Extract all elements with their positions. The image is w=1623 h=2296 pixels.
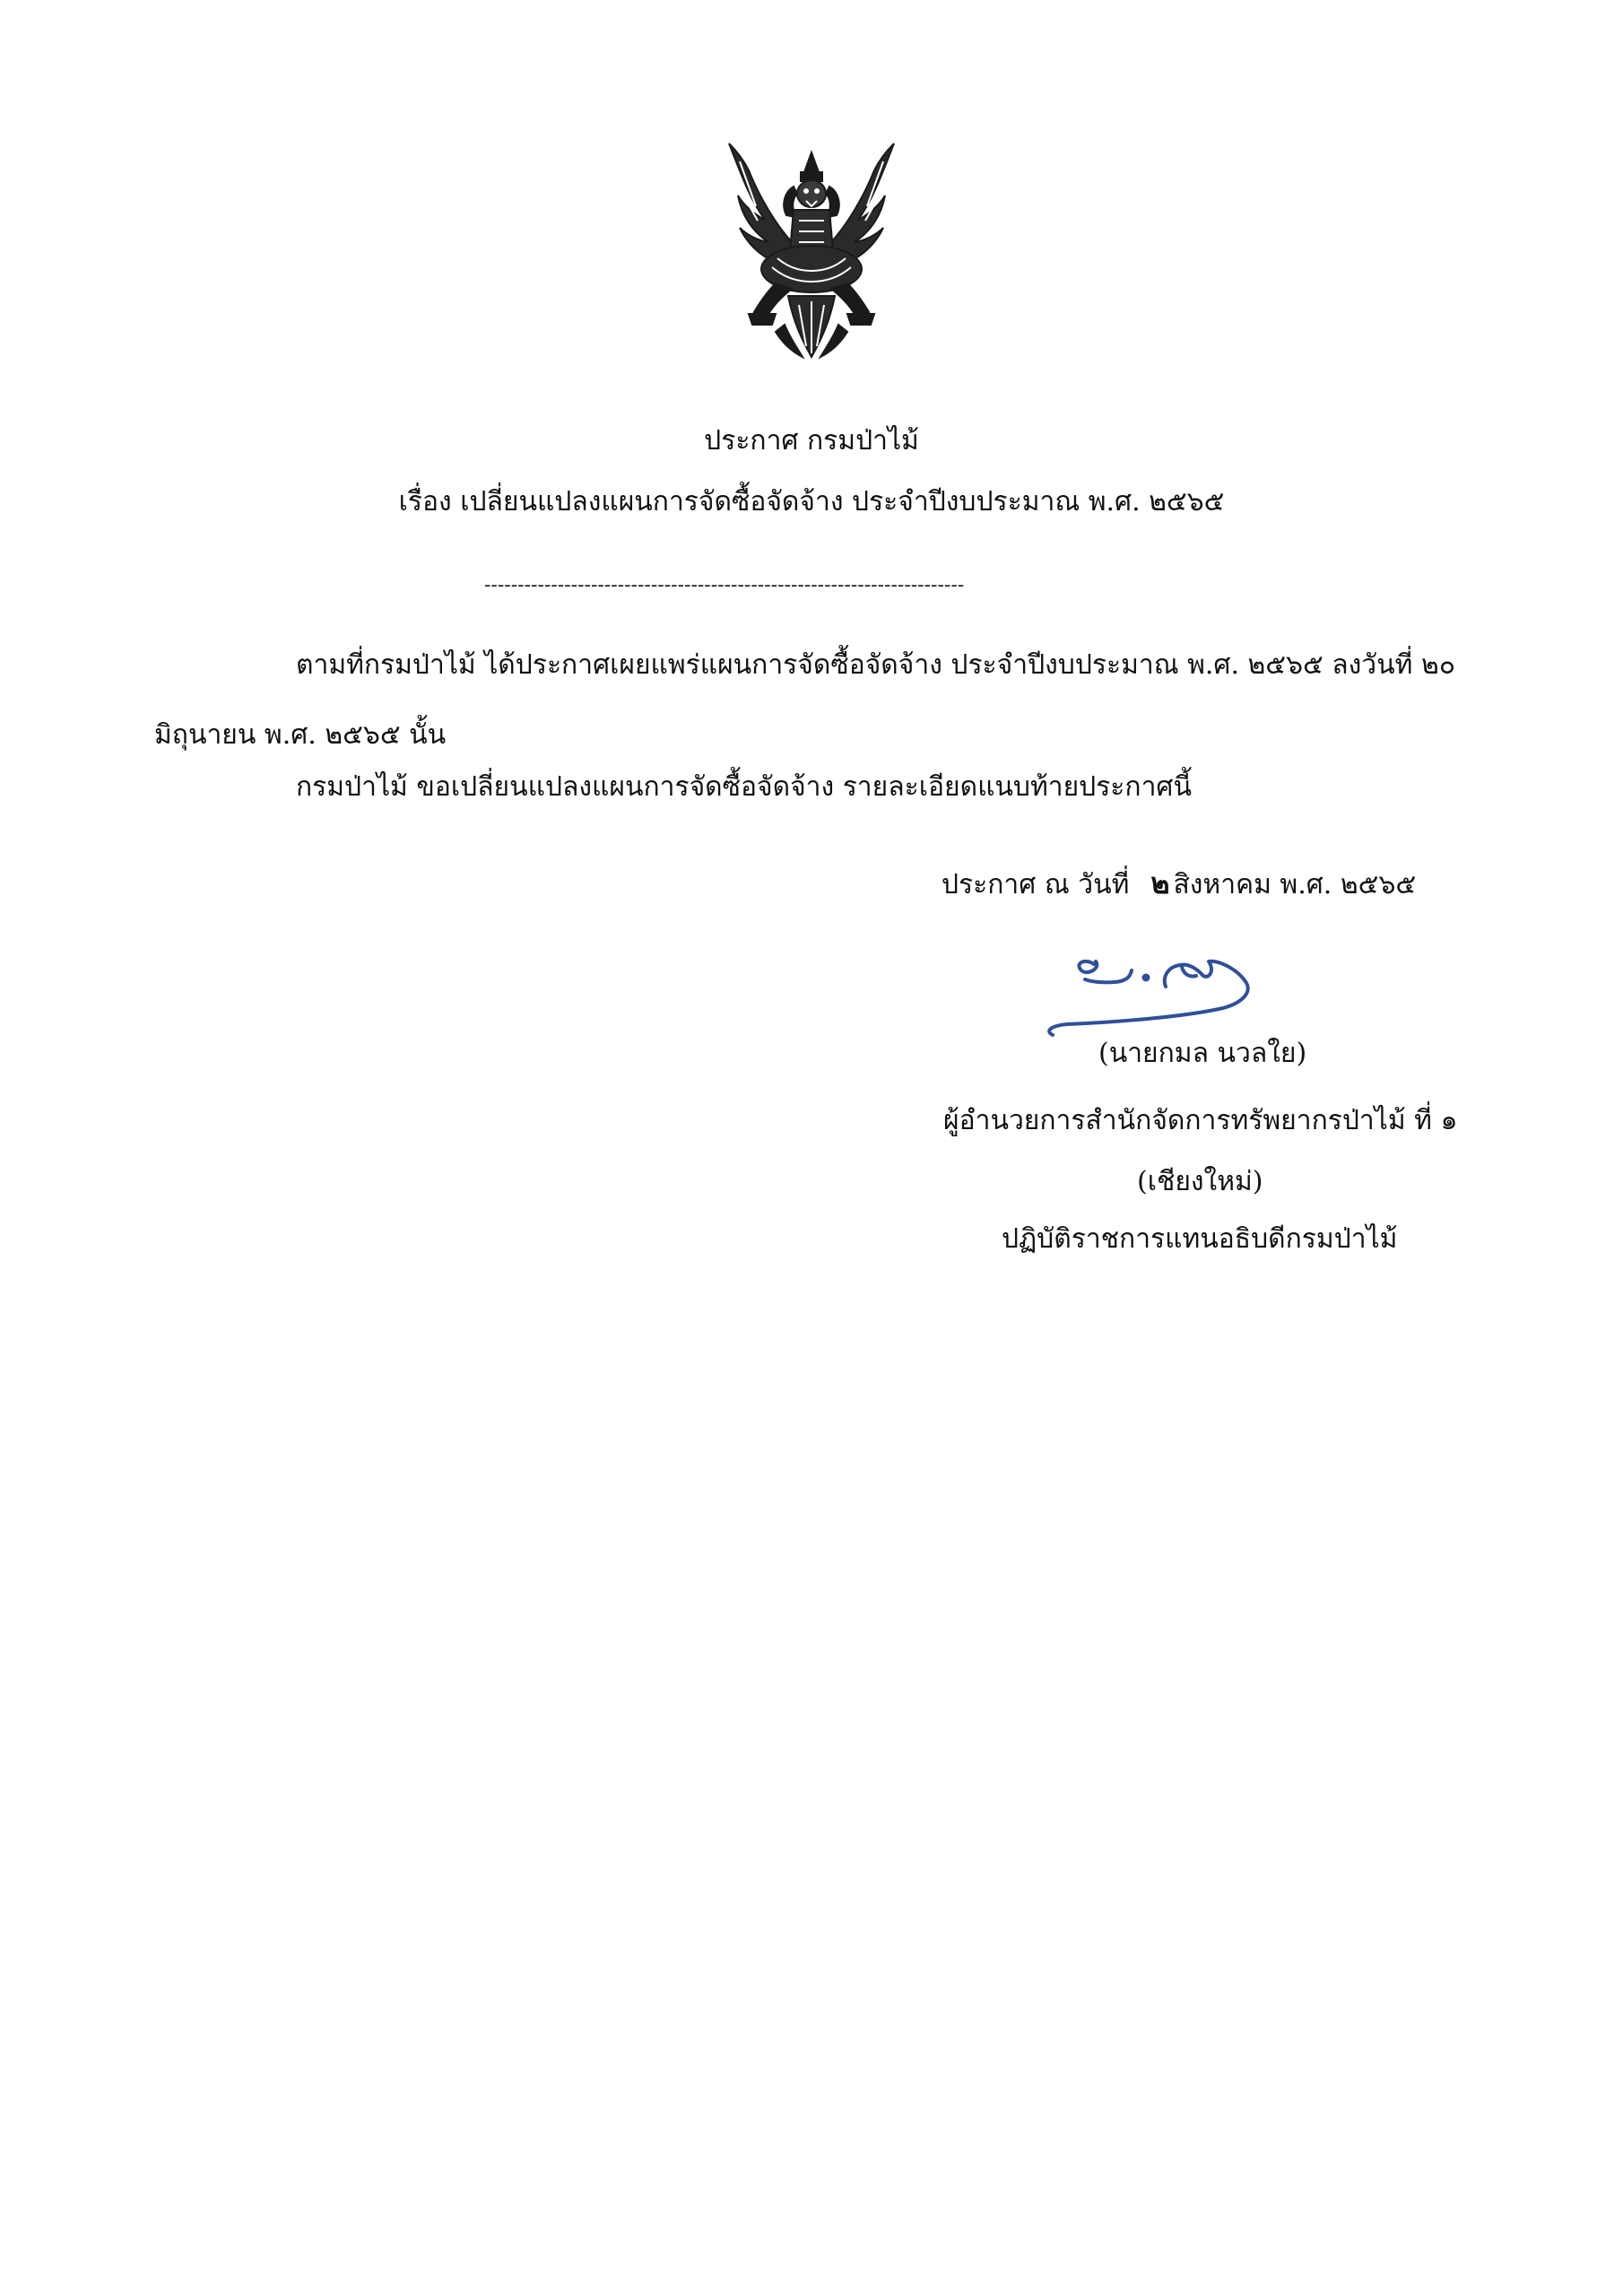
body-paragraph-1-line-2: มิถุนายน พ.ศ. ๒๕๖๕ นั้น: [154, 719, 447, 751]
date-day: ๒: [1150, 866, 1170, 900]
signatory-position-line-3: ปฏิบัติราชการแทนอธิบดีกรมป่าไม้: [1002, 1223, 1398, 1255]
signatory-position-line-2: (เชียงใหม่): [1137, 1166, 1263, 1197]
date-month-year: สิงหาคม พ.ศ. ๒๕๖๕: [1173, 869, 1417, 900]
body-paragraph-2: กรมป่าไม้ ขอเปลี่ยนแปลงแผนการจัดซื้อจัดจ้าง รายละเอียดแนบท้ายประกาศนี้: [296, 771, 1192, 803]
announcement-date: [942, 865, 1416, 903]
date-label: ประกาศ ณ วันที่: [942, 869, 1130, 900]
garuda-emblem-icon: [713, 135, 910, 368]
body-paragraph-1-line-1: ตามที่กรมป่าไม้ ได้ประกาศเผยแพร่แผนการจัดซื้อจัดจ้าง ประจำปีงบประมาณ พ.ศ. ๒๕๖๕ ลงวันที่ ๒๐: [296, 649, 1456, 681]
signatory-name: (นายกมล นวลใย): [1098, 1038, 1307, 1069]
announcement-title: ประกาศ กรมป่าไม้: [704, 425, 919, 457]
divider-line: ------------------------------------------------------------------------: [484, 574, 965, 596]
announcement-subject: เรื่อง เปลี่ยนแปลงแผนการจัดซื้อจัดจ้าง ประจำปีงบประมาณ พ.ศ. ๒๕๖๕: [398, 486, 1225, 517]
signatory-position-line-1: ผู้อำนวยการสำนักจัดการทรัพยากรป่าไม้ ที่ ๑: [943, 1105, 1458, 1136]
